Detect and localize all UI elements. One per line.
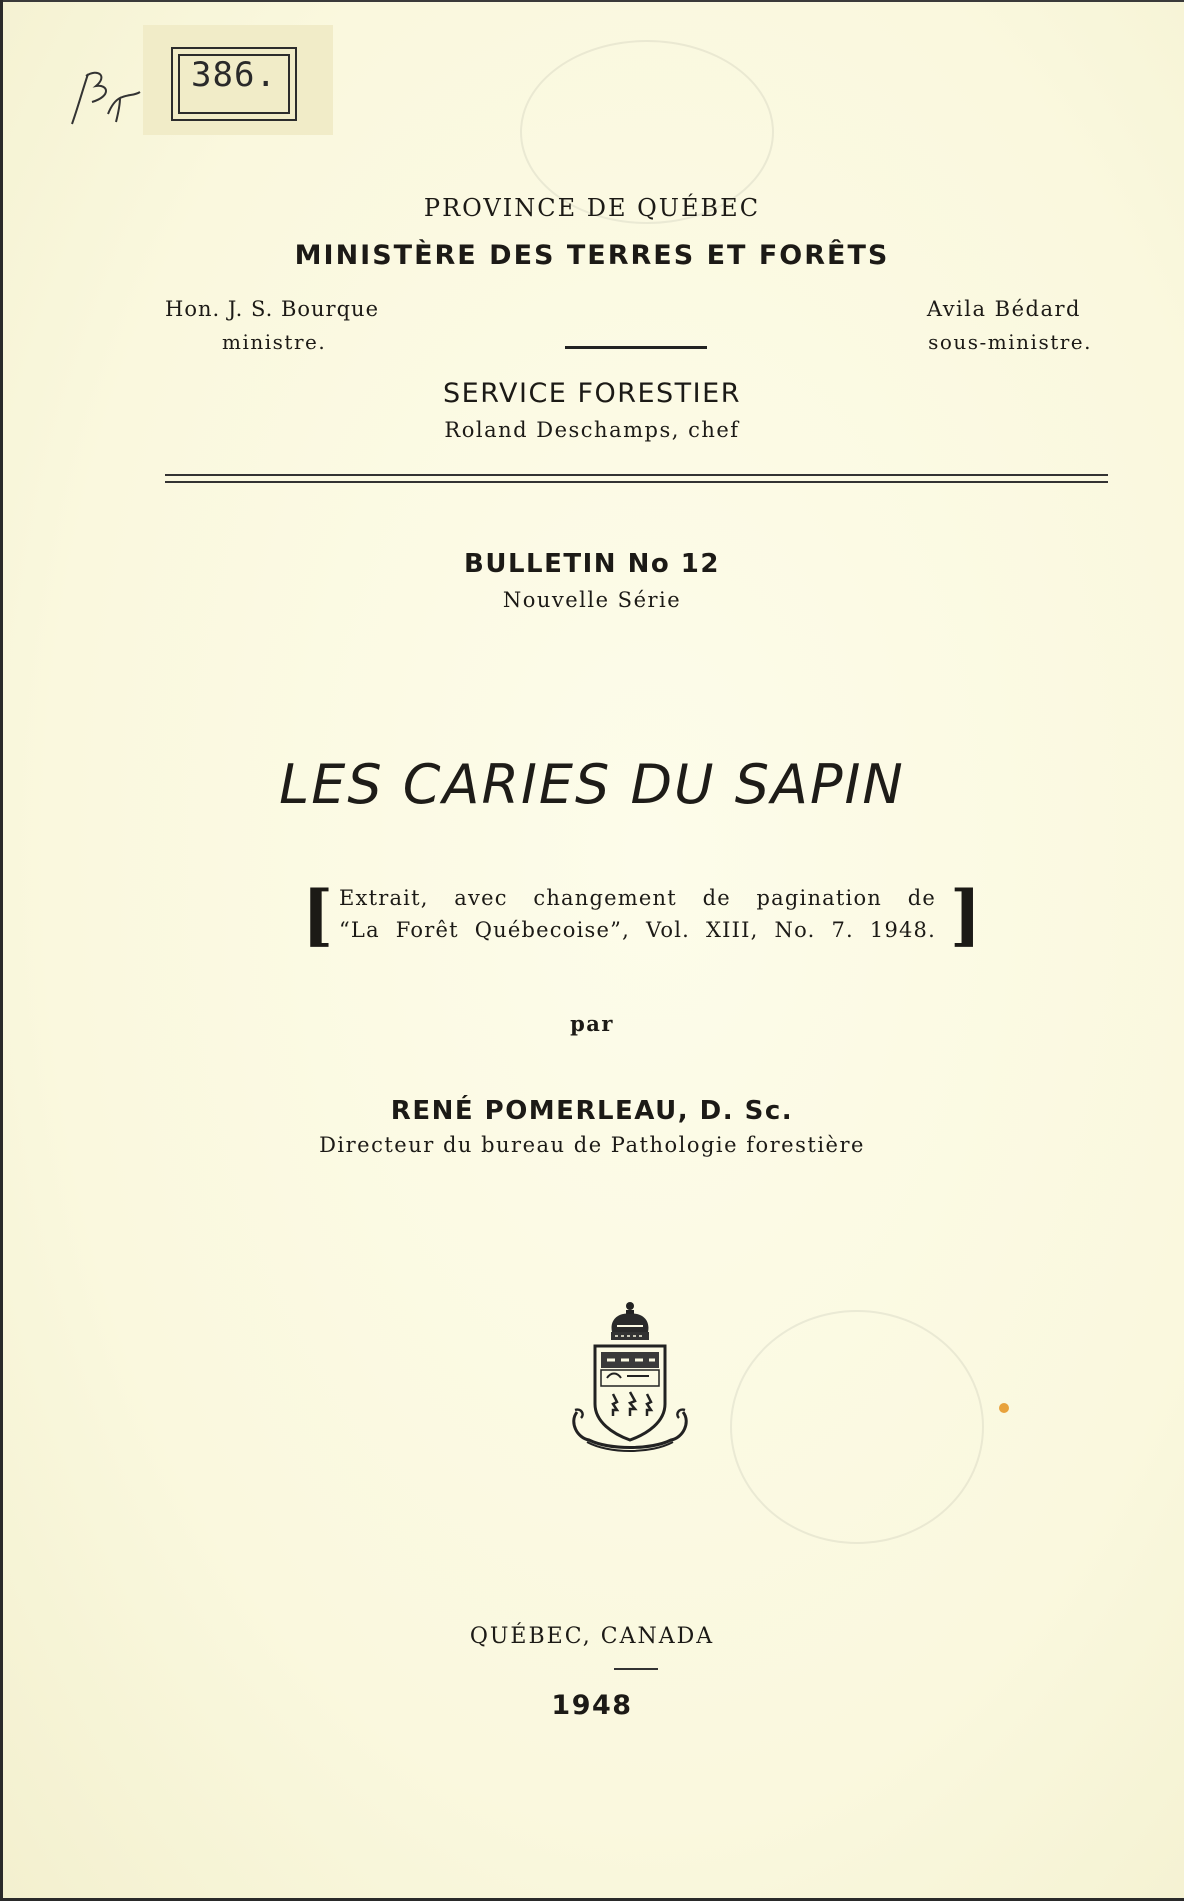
service-heading: SERVICE FORESTIER — [443, 378, 741, 409]
bulletin-series: Nouvelle Série — [502, 588, 682, 612]
stain-dot — [999, 1403, 1009, 1413]
footer-divider — [614, 1668, 658, 1670]
header-divider — [565, 346, 707, 349]
catalog-number-box — [171, 47, 297, 121]
bulletin-number: BULLETIN No 12 — [464, 549, 720, 579]
publication-place: QUÉBEC, CANADA — [469, 1624, 715, 1649]
minister-name: Hon. J. S. Bourque — [165, 297, 379, 321]
catalog-number: 386. — [191, 55, 277, 95]
publication-year: 1948 — [551, 1690, 633, 1721]
scan-edge-left — [0, 0, 3, 1901]
author-role: Directeur du bureau de Pathologie forestière — [319, 1133, 865, 1157]
coat-of-arms-emblem — [565, 1300, 695, 1466]
left-bracket: [ — [302, 876, 334, 954]
document-title: LES CARIES DU SAPIN — [279, 753, 905, 816]
service-chief: Roland Deschamps, chef — [444, 418, 740, 442]
author-name: RENÉ POMERLEAU, D. Sc. — [390, 1096, 794, 1126]
faint-stamp — [730, 1310, 984, 1544]
scan-edge-top — [0, 0, 1184, 2]
deputy-minister-name: Avila Bédard — [926, 297, 1081, 321]
ministry-heading: MINISTÈRE DES TERRES ET FORÊTS — [294, 240, 890, 271]
deputy-minister-title: sous-ministre. — [928, 330, 1092, 354]
double-rule-bottom — [165, 481, 1108, 483]
right-bracket: ] — [950, 876, 982, 954]
extract-line-1: Extrait, avec changement de pagination de — [339, 886, 936, 910]
handwritten-mark — [68, 62, 148, 132]
byline-by: par — [570, 1011, 614, 1036]
minister-title: ministre. — [222, 330, 327, 354]
extract-line-2: “La Forêt Québecoise”, Vol. XIII, No. 7. 1948. — [339, 918, 936, 942]
province-heading: PROVINCE DE QUÉBEC — [423, 194, 761, 222]
double-rule-top — [165, 474, 1108, 476]
